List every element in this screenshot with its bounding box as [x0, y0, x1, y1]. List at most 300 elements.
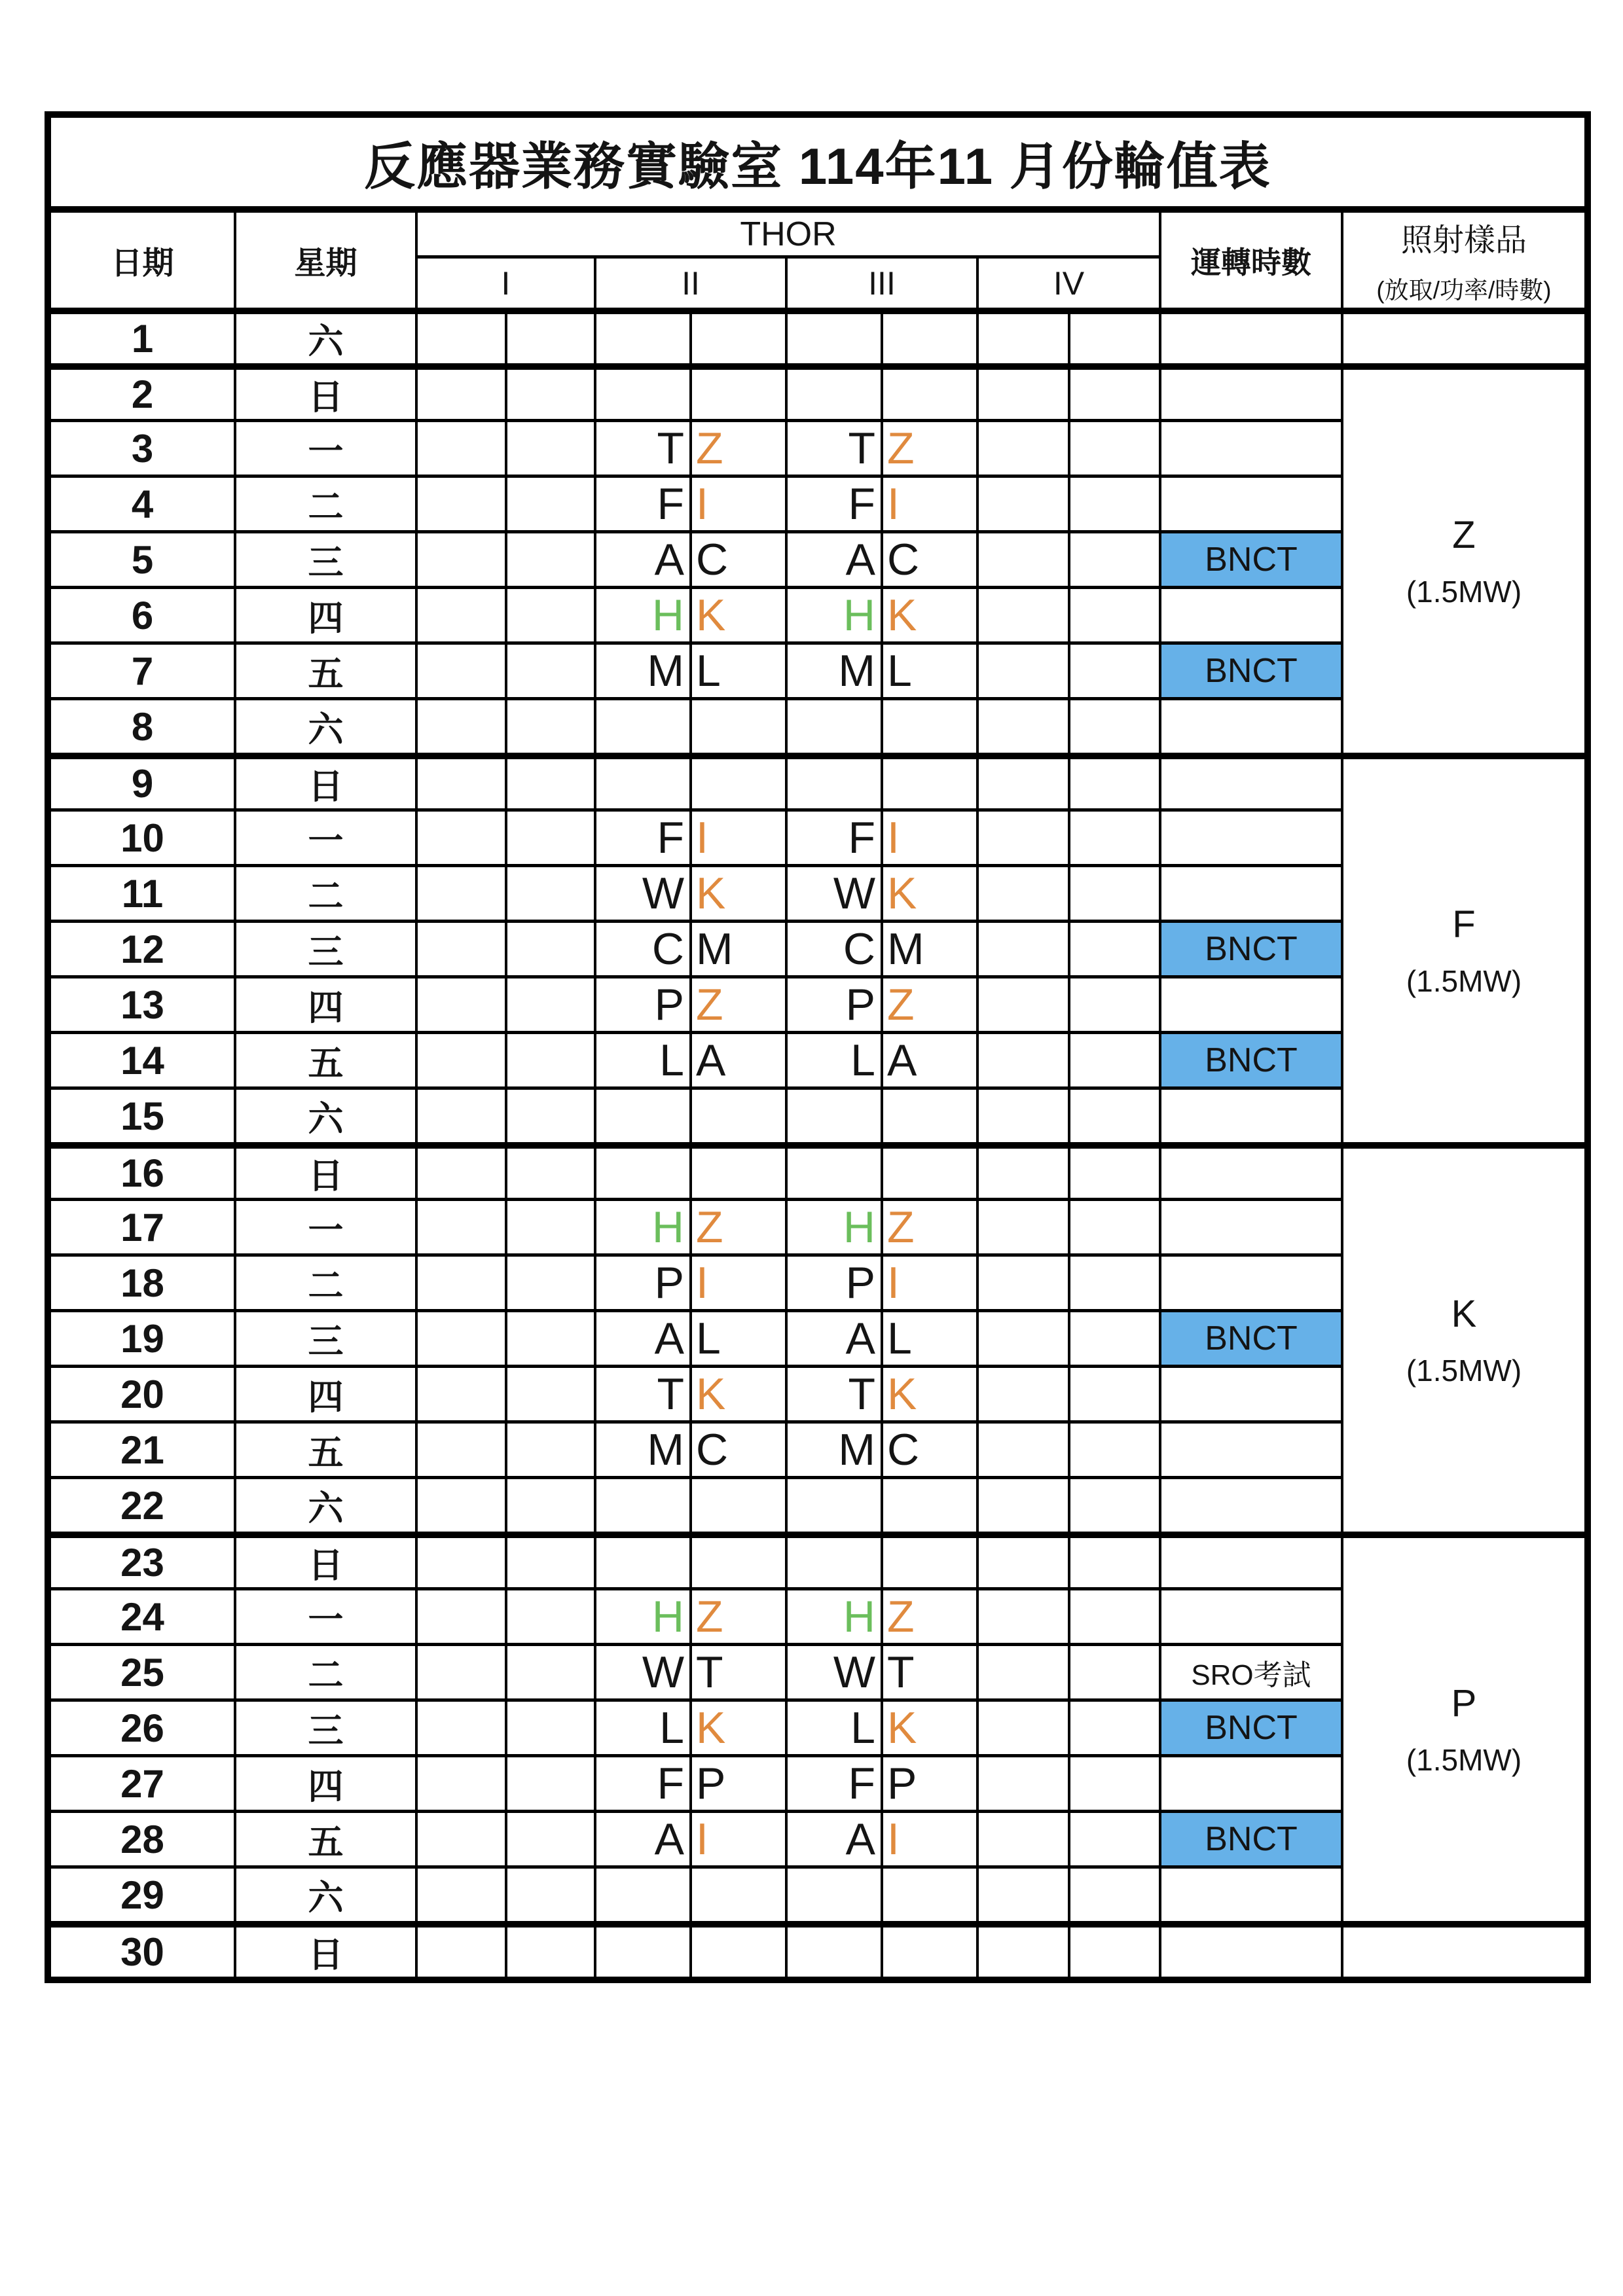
duty-letter: F [594, 475, 689, 530]
duty-cell [1068, 586, 1159, 641]
duty-cell [505, 1865, 594, 1921]
duty-cell [689, 1142, 785, 1198]
duty-cell [1068, 697, 1159, 753]
hours-bnct-cell: BNCT [1159, 920, 1341, 975]
duty-letter: A [594, 1309, 689, 1365]
date-cell: 17 [51, 1198, 234, 1253]
duty-letter: P [689, 1754, 785, 1810]
duty-cell [785, 1865, 881, 1921]
date-cell: 25 [51, 1643, 234, 1698]
duty-cell [415, 1476, 505, 1532]
duty-cell [976, 975, 1068, 1031]
date-cell: 8 [51, 697, 234, 753]
duty-letter: L [785, 1031, 881, 1086]
date-cell: 30 [51, 1921, 234, 1977]
duty-cell [976, 1532, 1068, 1587]
duty-cell [415, 753, 505, 808]
duty-cell [505, 1698, 594, 1754]
weekday-cell: 四 [234, 586, 415, 641]
duty-cell [415, 363, 505, 419]
duty-cell [1068, 641, 1159, 697]
duty-cell [976, 1643, 1068, 1698]
sample-cell [1341, 1142, 1584, 1532]
sample-power: (1.5MW) [1406, 575, 1522, 609]
duty-cell [881, 1086, 976, 1142]
duty-cell [505, 1810, 594, 1865]
weekday-cell: 五 [234, 1031, 415, 1086]
duty-cell [505, 530, 594, 586]
duty-letter: M [594, 641, 689, 697]
duty-cell [785, 1142, 881, 1198]
duty-cell [415, 1365, 505, 1420]
duty-cell [1068, 1532, 1159, 1587]
hours-bnct-cell: BNCT [1159, 1698, 1341, 1754]
duty-cell [1068, 1198, 1159, 1253]
duty-cell [976, 363, 1068, 419]
duty-cell [976, 308, 1068, 363]
duty-letter: K [689, 864, 785, 920]
duty-letter: A [785, 530, 881, 586]
duty-letter: T [785, 1365, 881, 1420]
duty-cell [785, 1476, 881, 1532]
hours-cell [1159, 1476, 1341, 1532]
duty-letter: W [785, 864, 881, 920]
duty-cell [505, 1086, 594, 1142]
weekday-cell: 四 [234, 1365, 415, 1420]
duty-cell [505, 808, 594, 864]
date-cell: 26 [51, 1698, 234, 1754]
duty-cell [1068, 1810, 1159, 1865]
duty-cell [1068, 1476, 1159, 1532]
weekday-cell: 二 [234, 864, 415, 920]
hours-cell [1159, 1587, 1341, 1643]
duty-cell [881, 1532, 976, 1587]
duty-cell [785, 1921, 881, 1977]
duty-cell [505, 1476, 594, 1532]
date-cell: 4 [51, 475, 234, 530]
duty-letter: W [785, 1643, 881, 1698]
duty-cell [1068, 1754, 1159, 1810]
duty-cell [1068, 475, 1159, 530]
duty-letter: I [881, 1253, 976, 1309]
duty-letter: C [881, 1420, 976, 1476]
duty-cell [505, 1031, 594, 1086]
duty-cell [976, 1142, 1068, 1198]
duty-cell [415, 1921, 505, 1977]
duty-letter: H [785, 586, 881, 641]
duty-letter: K [689, 1698, 785, 1754]
duty-cell [785, 753, 881, 808]
sample-cell [1341, 1532, 1584, 1921]
weekday-cell: 三 [234, 1309, 415, 1365]
hours-cell [1159, 1198, 1341, 1253]
duty-letter: F [594, 1754, 689, 1810]
weekday-cell: 五 [234, 1420, 415, 1476]
duty-cell [594, 697, 689, 753]
sample-cell [1341, 1921, 1584, 1977]
duty-letter: H [785, 1587, 881, 1643]
duty-letter: A [785, 1810, 881, 1865]
date-cell: 2 [51, 363, 234, 419]
duty-letter: W [594, 864, 689, 920]
duty-cell [415, 308, 505, 363]
sample-cell [1341, 753, 1584, 1142]
hours-bnct-cell: BNCT [1159, 1810, 1341, 1865]
duty-cell [785, 1086, 881, 1142]
sample-power: (1.5MW) [1406, 964, 1522, 998]
duty-letter: L [689, 641, 785, 697]
duty-letter: P [785, 975, 881, 1031]
sample-cell [1341, 363, 1584, 753]
weekday-cell: 日 [234, 1532, 415, 1587]
duty-cell [976, 586, 1068, 641]
duty-letter: M [594, 1420, 689, 1476]
duty-cell [976, 1309, 1068, 1365]
duty-letter: L [594, 1031, 689, 1086]
duty-letter: F [785, 475, 881, 530]
hours-bnct-cell: BNCT [1159, 530, 1341, 586]
duty-cell [689, 1086, 785, 1142]
weekday-cell: 六 [234, 1865, 415, 1921]
duty-cell [415, 1198, 505, 1253]
date-cell: 10 [51, 808, 234, 864]
duty-cell [415, 1698, 505, 1754]
duty-cell [594, 1532, 689, 1587]
duty-cell [505, 1587, 594, 1643]
sample-label: K [1451, 1293, 1477, 1335]
duty-letter: F [594, 808, 689, 864]
duty-cell [415, 586, 505, 641]
duty-cell [1068, 1365, 1159, 1420]
duty-cell [976, 1086, 1068, 1142]
duty-letter: K [881, 1365, 976, 1420]
duty-cell [505, 864, 594, 920]
duty-letter: Z [689, 1198, 785, 1253]
duty-cell [1068, 1865, 1159, 1921]
hours-cell [1159, 1086, 1341, 1142]
duty-letter: L [689, 1309, 785, 1365]
weekday-cell: 日 [234, 363, 415, 419]
duty-cell [976, 864, 1068, 920]
duty-cell [1068, 1643, 1159, 1698]
duty-cell [1068, 308, 1159, 363]
weekday-cell: 五 [234, 641, 415, 697]
hours-cell [1159, 808, 1341, 864]
duty-cell [505, 1198, 594, 1253]
duty-cell [976, 419, 1068, 475]
duty-letter: C [785, 920, 881, 975]
col-header-thor-unit-2: II [594, 255, 785, 308]
duty-letter: L [881, 641, 976, 697]
duty-letter: K [881, 586, 976, 641]
duty-cell [594, 1921, 689, 1977]
duty-cell [976, 1587, 1068, 1643]
duty-letter: M [785, 641, 881, 697]
duty-cell [1068, 808, 1159, 864]
duty-cell [689, 363, 785, 419]
duty-letter: K [881, 864, 976, 920]
weekday-cell: 三 [234, 1698, 415, 1754]
duty-cell [415, 975, 505, 1031]
duty-cell [415, 1865, 505, 1921]
weekday-cell: 六 [234, 1476, 415, 1532]
col-header-thor: THOR [415, 206, 1159, 255]
duty-letter: A [594, 1810, 689, 1865]
duty-cell [976, 920, 1068, 975]
weekday-cell: 四 [234, 975, 415, 1031]
hours-cell [1159, 1754, 1341, 1810]
duty-cell [881, 697, 976, 753]
date-cell: 12 [51, 920, 234, 975]
duty-letter: F [785, 808, 881, 864]
duty-letter: K [689, 586, 785, 641]
col-header-thor-unit-1: I [415, 255, 594, 308]
duty-letter: A [689, 1031, 785, 1086]
duty-cell [415, 1031, 505, 1086]
duty-letter: A [785, 1309, 881, 1365]
duty-cell [976, 1698, 1068, 1754]
duty-cell [594, 1865, 689, 1921]
weekday-cell: 日 [234, 753, 415, 808]
duty-letter: Z [881, 975, 976, 1031]
duty-cell [881, 308, 976, 363]
date-cell: 13 [51, 975, 234, 1031]
duty-cell [785, 697, 881, 753]
date-cell: 9 [51, 753, 234, 808]
duty-letter: L [594, 1698, 689, 1754]
duty-cell [505, 1532, 594, 1587]
col-header-thor-unit-4: IV [976, 255, 1159, 308]
weekday-cell: 六 [234, 1086, 415, 1142]
duty-cell [1068, 1921, 1159, 1977]
duty-cell [1068, 920, 1159, 975]
duty-cell [415, 1253, 505, 1309]
duty-cell [505, 475, 594, 530]
duty-cell [976, 1476, 1068, 1532]
duty-letter: H [594, 1198, 689, 1253]
date-cell: 11 [51, 864, 234, 920]
weekday-cell: 二 [234, 1643, 415, 1698]
duty-cell [415, 419, 505, 475]
duty-cell [689, 1476, 785, 1532]
duty-letter: H [594, 586, 689, 641]
duty-cell [1068, 1142, 1159, 1198]
duty-cell [1068, 1420, 1159, 1476]
duty-cell [415, 1643, 505, 1698]
duty-cell [415, 1420, 505, 1476]
duty-cell [505, 1309, 594, 1365]
hours-bnct-cell: BNCT [1159, 1309, 1341, 1365]
duty-letter: Z [881, 1587, 976, 1643]
hours-cell [1159, 697, 1341, 753]
duty-letter: H [785, 1198, 881, 1253]
duty-cell [505, 1754, 594, 1810]
duty-cell [689, 308, 785, 363]
duty-cell [881, 1865, 976, 1921]
weekday-cell: 五 [234, 1810, 415, 1865]
date-cell: 27 [51, 1754, 234, 1810]
duty-letter: T [594, 419, 689, 475]
duty-cell [976, 1420, 1068, 1476]
date-cell: 18 [51, 1253, 234, 1309]
duty-letter: C [689, 530, 785, 586]
duty-cell [689, 1921, 785, 1977]
date-cell: 20 [51, 1365, 234, 1420]
duty-letter: W [594, 1643, 689, 1698]
duty-cell [505, 1142, 594, 1198]
date-cell: 5 [51, 530, 234, 586]
date-cell: 28 [51, 1810, 234, 1865]
duty-cell [505, 975, 594, 1031]
duty-letter: M [785, 1420, 881, 1476]
duty-cell [881, 363, 976, 419]
weekday-cell: 一 [234, 419, 415, 475]
duty-cell [1068, 1698, 1159, 1754]
duty-cell [976, 1921, 1068, 1977]
hours-cell [1159, 1142, 1341, 1198]
hours-cell [1159, 975, 1341, 1031]
duty-letter: C [881, 530, 976, 586]
duty-cell [415, 1810, 505, 1865]
duty-letter: Z [689, 975, 785, 1031]
col-header-weekday: 星期 [234, 206, 415, 308]
duty-cell [785, 363, 881, 419]
duty-cell [976, 808, 1068, 864]
date-cell: 3 [51, 419, 234, 475]
hours-cell [1159, 1921, 1341, 1977]
duty-cell [505, 419, 594, 475]
duty-cell [415, 641, 505, 697]
duty-cell [594, 1142, 689, 1198]
duty-letter: P [881, 1754, 976, 1810]
duty-letter: I [881, 475, 976, 530]
weekday-cell: 三 [234, 920, 415, 975]
duty-letter: P [594, 975, 689, 1031]
weekday-cell: 六 [234, 308, 415, 363]
duty-cell [415, 1754, 505, 1810]
duty-letter: I [689, 1253, 785, 1309]
duty-letter: I [689, 1810, 785, 1865]
duty-letter: F [785, 1754, 881, 1810]
sample-label: F [1452, 903, 1476, 946]
date-cell: 14 [51, 1031, 234, 1086]
col-header-thor-unit-3: III [785, 255, 976, 308]
duty-cell [594, 1086, 689, 1142]
hours-cell [1159, 363, 1341, 419]
date-cell: 16 [51, 1142, 234, 1198]
duty-cell [881, 753, 976, 808]
duty-cell [881, 1921, 976, 1977]
duty-roster-table [45, 111, 1591, 1983]
duty-letter: K [881, 1698, 976, 1754]
duty-cell [689, 697, 785, 753]
sample-cell [1341, 308, 1584, 363]
duty-letter: A [881, 1031, 976, 1086]
hours-bnct-cell: BNCT [1159, 1031, 1341, 1086]
duty-cell [505, 920, 594, 975]
duty-letter: I [689, 475, 785, 530]
date-cell: 22 [51, 1476, 234, 1532]
hours-cell [1159, 1865, 1341, 1921]
weekday-cell: 四 [234, 1754, 415, 1810]
duty-letter: I [881, 1810, 976, 1865]
duty-cell [1068, 1253, 1159, 1309]
duty-letter: T [594, 1365, 689, 1420]
hours-cell [1159, 308, 1341, 363]
duty-cell [594, 363, 689, 419]
duty-letter: L [785, 1698, 881, 1754]
hours-cell [1159, 419, 1341, 475]
duty-letter: I [881, 808, 976, 864]
duty-letter: C [689, 1420, 785, 1476]
duty-cell [415, 920, 505, 975]
hours-cell [1159, 475, 1341, 530]
duty-letter: K [689, 1365, 785, 1420]
duty-cell [415, 530, 505, 586]
col-header-sample-subtitle: (放取/功率/時數) [1376, 277, 1552, 304]
hours-bnct-cell: BNCT [1159, 641, 1341, 697]
sample-power: (1.5MW) [1406, 1743, 1522, 1777]
duty-cell [505, 308, 594, 363]
hours-cell [1159, 586, 1341, 641]
duty-cell [505, 641, 594, 697]
duty-cell [1068, 1086, 1159, 1142]
hours-cell [1159, 1420, 1341, 1476]
date-cell: 7 [51, 641, 234, 697]
date-cell: 29 [51, 1865, 234, 1921]
duty-cell [415, 808, 505, 864]
hours-cell [1159, 1532, 1341, 1587]
duty-cell [976, 1198, 1068, 1253]
duty-cell [881, 1142, 976, 1198]
duty-letter: I [689, 808, 785, 864]
hours-cell [1159, 1365, 1341, 1420]
duty-letter: T [881, 1643, 976, 1698]
duty-letter: Z [689, 1587, 785, 1643]
duty-cell [415, 1086, 505, 1142]
duty-cell [976, 1253, 1068, 1309]
duty-letter: L [881, 1309, 976, 1365]
duty-cell [976, 1810, 1068, 1865]
duty-cell [976, 530, 1068, 586]
duty-cell [976, 641, 1068, 697]
duty-cell [976, 1754, 1068, 1810]
hours-note-cell: SRO考試 [1159, 1643, 1341, 1698]
date-cell: 15 [51, 1086, 234, 1142]
duty-cell [976, 1865, 1068, 1921]
duty-cell [1068, 1309, 1159, 1365]
hours-cell [1159, 753, 1341, 808]
duty-cell [1068, 419, 1159, 475]
duty-cell [505, 697, 594, 753]
duty-letter: Z [881, 419, 976, 475]
sample-label: Z [1452, 514, 1476, 556]
duty-letter: M [881, 920, 976, 975]
weekday-cell: 二 [234, 475, 415, 530]
duty-cell [976, 475, 1068, 530]
weekday-cell: 一 [234, 1587, 415, 1643]
duty-cell [976, 697, 1068, 753]
duty-cell [976, 1031, 1068, 1086]
weekday-cell: 二 [234, 1253, 415, 1309]
duty-cell [505, 1921, 594, 1977]
col-header-date: 日期 [51, 206, 234, 308]
duty-cell [415, 697, 505, 753]
duty-cell [505, 1420, 594, 1476]
duty-cell [415, 1587, 505, 1643]
weekday-cell: 一 [234, 808, 415, 864]
duty-letter: P [785, 1253, 881, 1309]
